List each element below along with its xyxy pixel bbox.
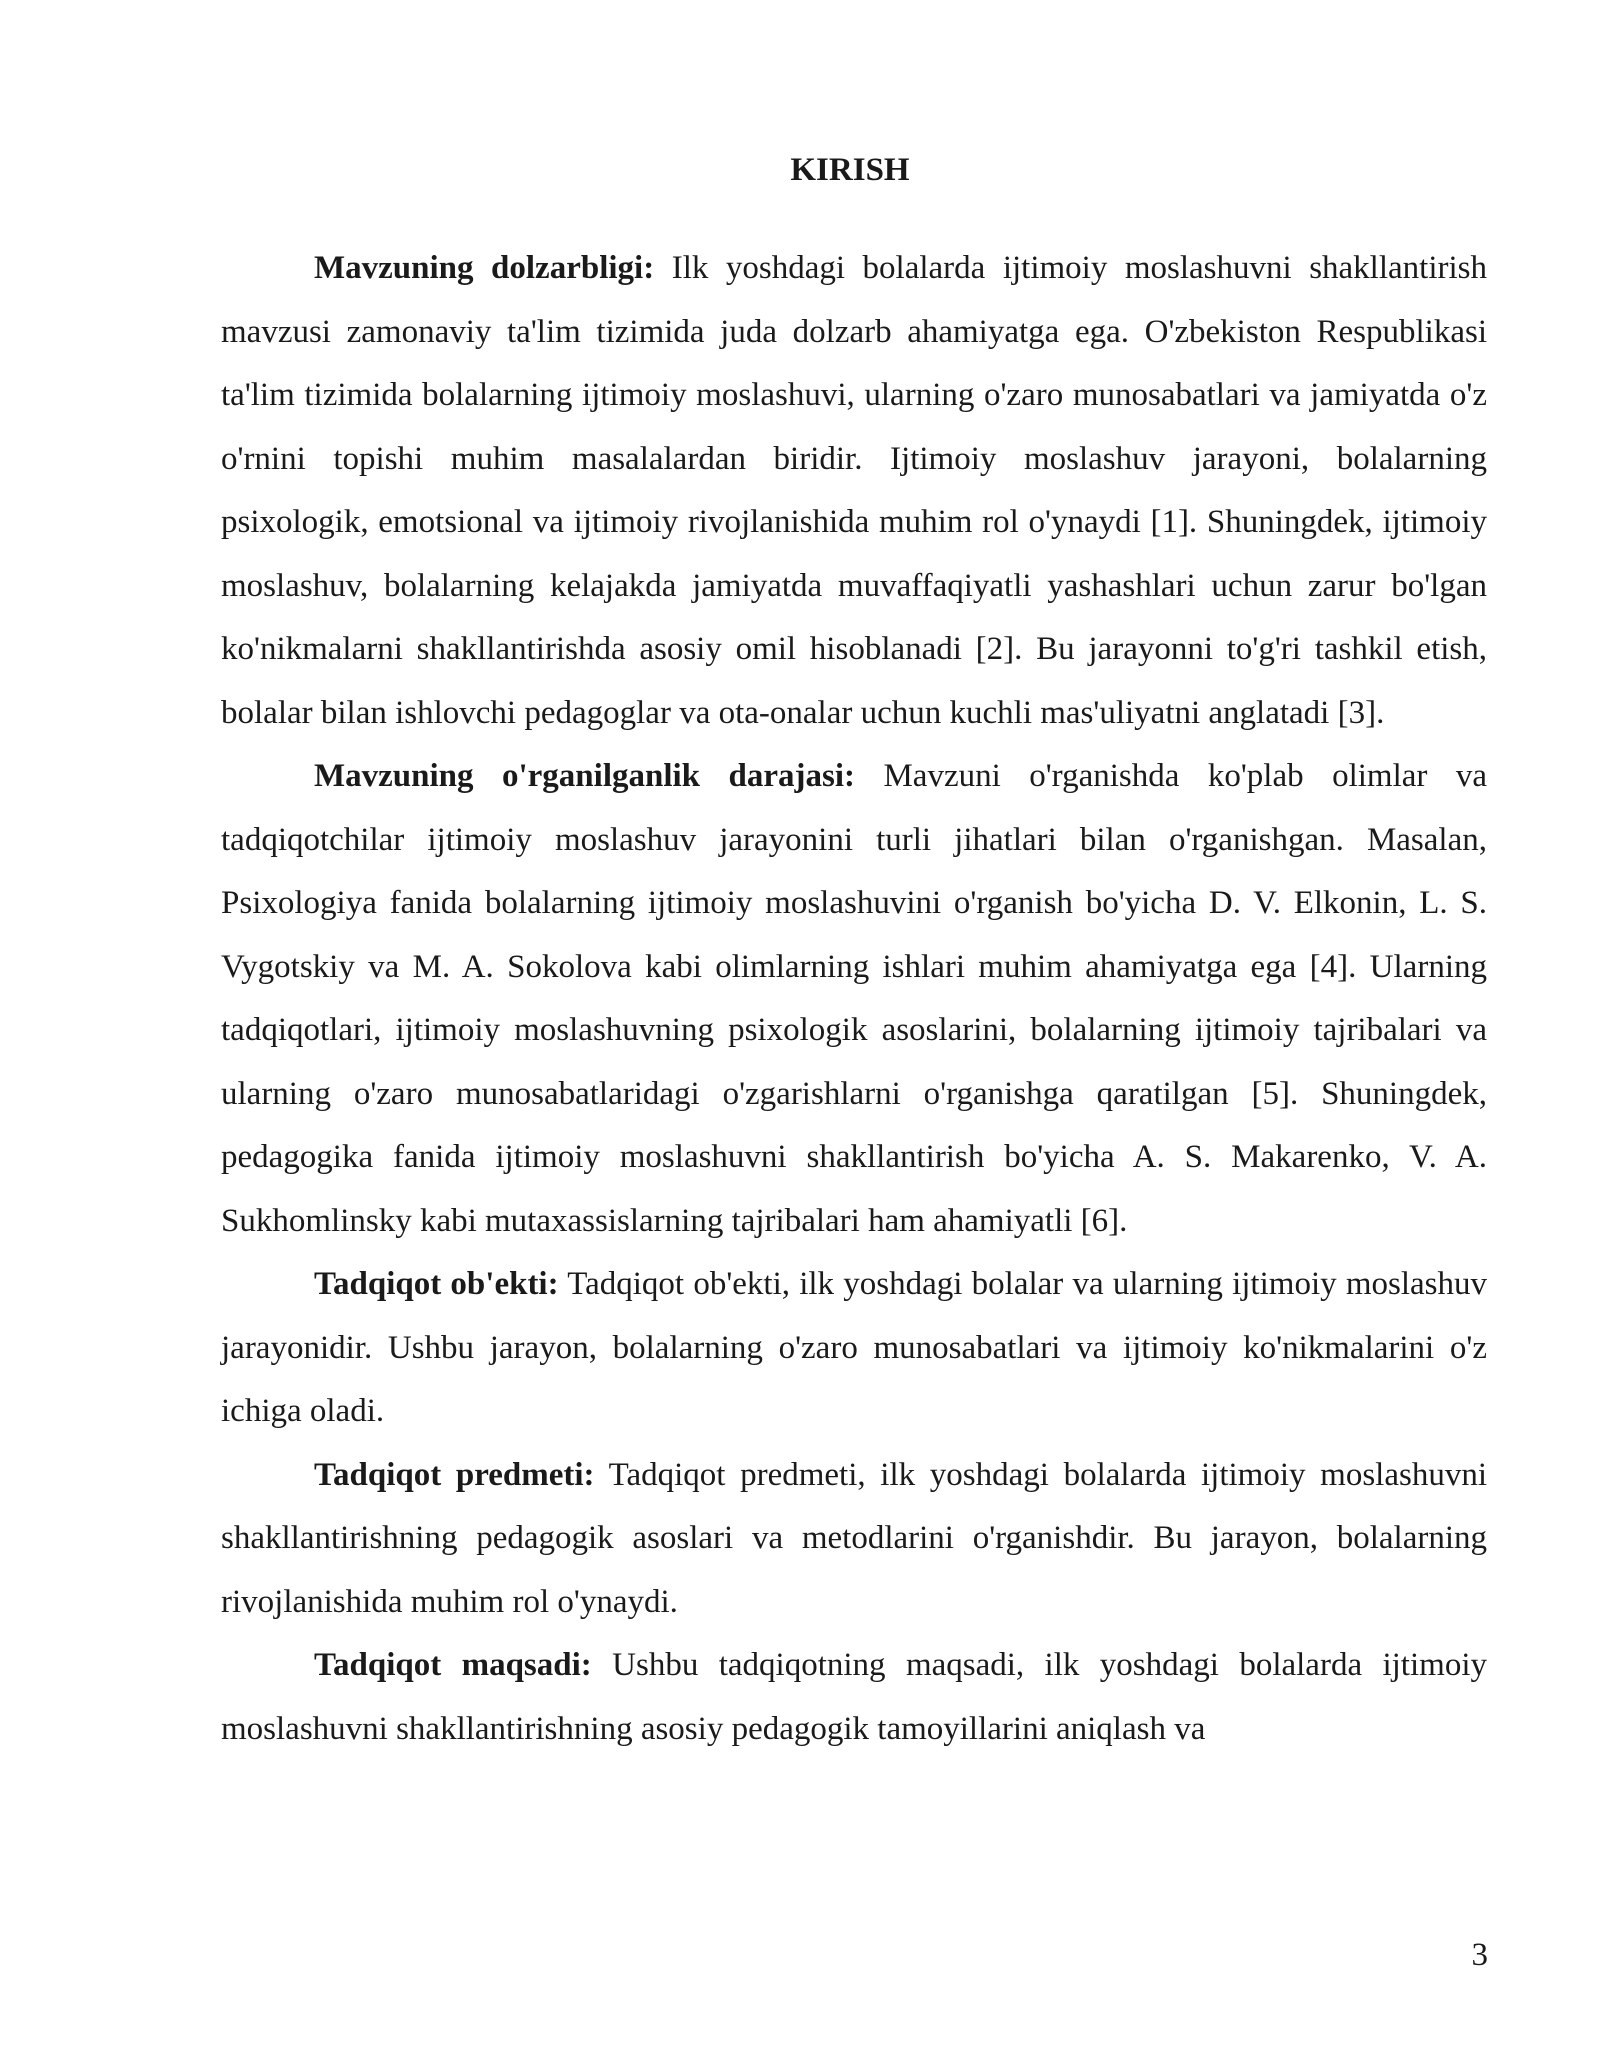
paragraph-heading: Mavzuning dolzarbligi:	[314, 250, 655, 286]
page-title: KIRISH	[790, 152, 910, 188]
paragraph-text: Tadqiqot predmeti, ilk yoshdagi bolalarda ijtimoiy moslashuvni shakllantirishning pedagogik asoslari va metodlarini o'rganishdir. Bu jarayon, bolalarning rivojlanishida muhim rol o'ynaydi.	[221, 1456, 1487, 1620]
body-text	[221, 237, 1487, 1761]
paragraph-research-subject	[221, 1444, 1487, 1635]
paragraph-text: Mavzuni o'rganishda ko'plab olimlar va tadqiqotchilar ijtimoiy moslashuv jarayonini turli jihatlari bilan o'rganishgan. Masalan, Psixologiya fanida bolalarning ijtimoiy moslashuvini o'rganish bo'yicha D. V. Elkonin, L. S. Vygotskiy va M. A. Sokolova kabi olimlarning ishlari muhim ahamiyatga ega [4]. Ularning tadqiqotlari, ijtimoiy moslashuvning psixologik asoslarini, bolalarning ijtimoiy tajribalari va ularning o'zaro munosabatlaridagi o'zgarishlarni o'rganishga qaratilgan [5]. Shuningdek, pedagogika fanida ijtimoiy moslashuvni shakllantirish bo'yicha A. S. Makarenko, V. A. Sukhomlinsky kabi mutaxassislarning tajribalari ham ahamiyatli [6].	[221, 758, 1488, 1239]
paragraph-text: Tadqiqot ob'ekti, ilk yoshdagi bolalar va ularning ijtimoiy moslashuv jarayonidir. Ushbu jarayon, bolalarning o'zaro munosabatlari va ijtimoiy ko'nikmalarini o'z ichiga oladi.	[221, 1266, 1488, 1429]
paragraph-text: Ushbu tadqiqotning maqsadi, ilk yoshdagi bolalarda ijtimoiy moslashuvni shakllantirishning asosiy pedagogik tamoyillarini aniqlash va	[221, 1647, 1487, 1747]
paragraph-heading: Tadqiqot ob'ekti:	[314, 1266, 559, 1302]
page-number: 3	[1471, 1937, 1488, 1973]
paragraph-heading: Mavzuning o'rganilganlik darajasi:	[314, 758, 855, 794]
paragraph-study-degree	[221, 745, 1487, 1253]
paragraph-heading: Tadqiqot predmeti:	[314, 1456, 595, 1493]
paragraph-text: Ilk yoshdagi bolalarda ijtimoiy moslashuvni shakllantirish mavzusi zamonaviy ta'lim tizimida juda dolzarb ahamiyatga ega. O'zbekiston Respublikasi ta'lim tizimida bolalarning ijtimoiy moslashuvi, ularning o'zaro munosabatlari va jamiyatda o'z o'rnini topishi muhim masalalardan biridir. Ijtimoiy moslashuv jarayoni, bolalarning psixologik, emotsional va ijtimoiy rivojlanishida muhim rol o'ynaydi [1]. Shuningdek, ijtimoiy moslashuv, bolalarning kelajakda jamiyatda muvaffaqiyatli yashashlari uchun zarur bo'lgan ko'nikmalarni shakllantirishda asosiy omil hisoblanadi [2]. Bu jarayonni to'g'ri tashkil etish, bolalar bilan ishlovchi pedagoglar va ota-onalar uchun kuchli mas'uliyatni anglatadi [3].	[221, 250, 1488, 731]
paragraph-relevance	[221, 237, 1487, 745]
paragraph-research-goal	[221, 1634, 1487, 1761]
paragraph-research-object	[221, 1253, 1487, 1444]
paragraph-heading: Tadqiqot maqsadi:	[314, 1647, 592, 1683]
